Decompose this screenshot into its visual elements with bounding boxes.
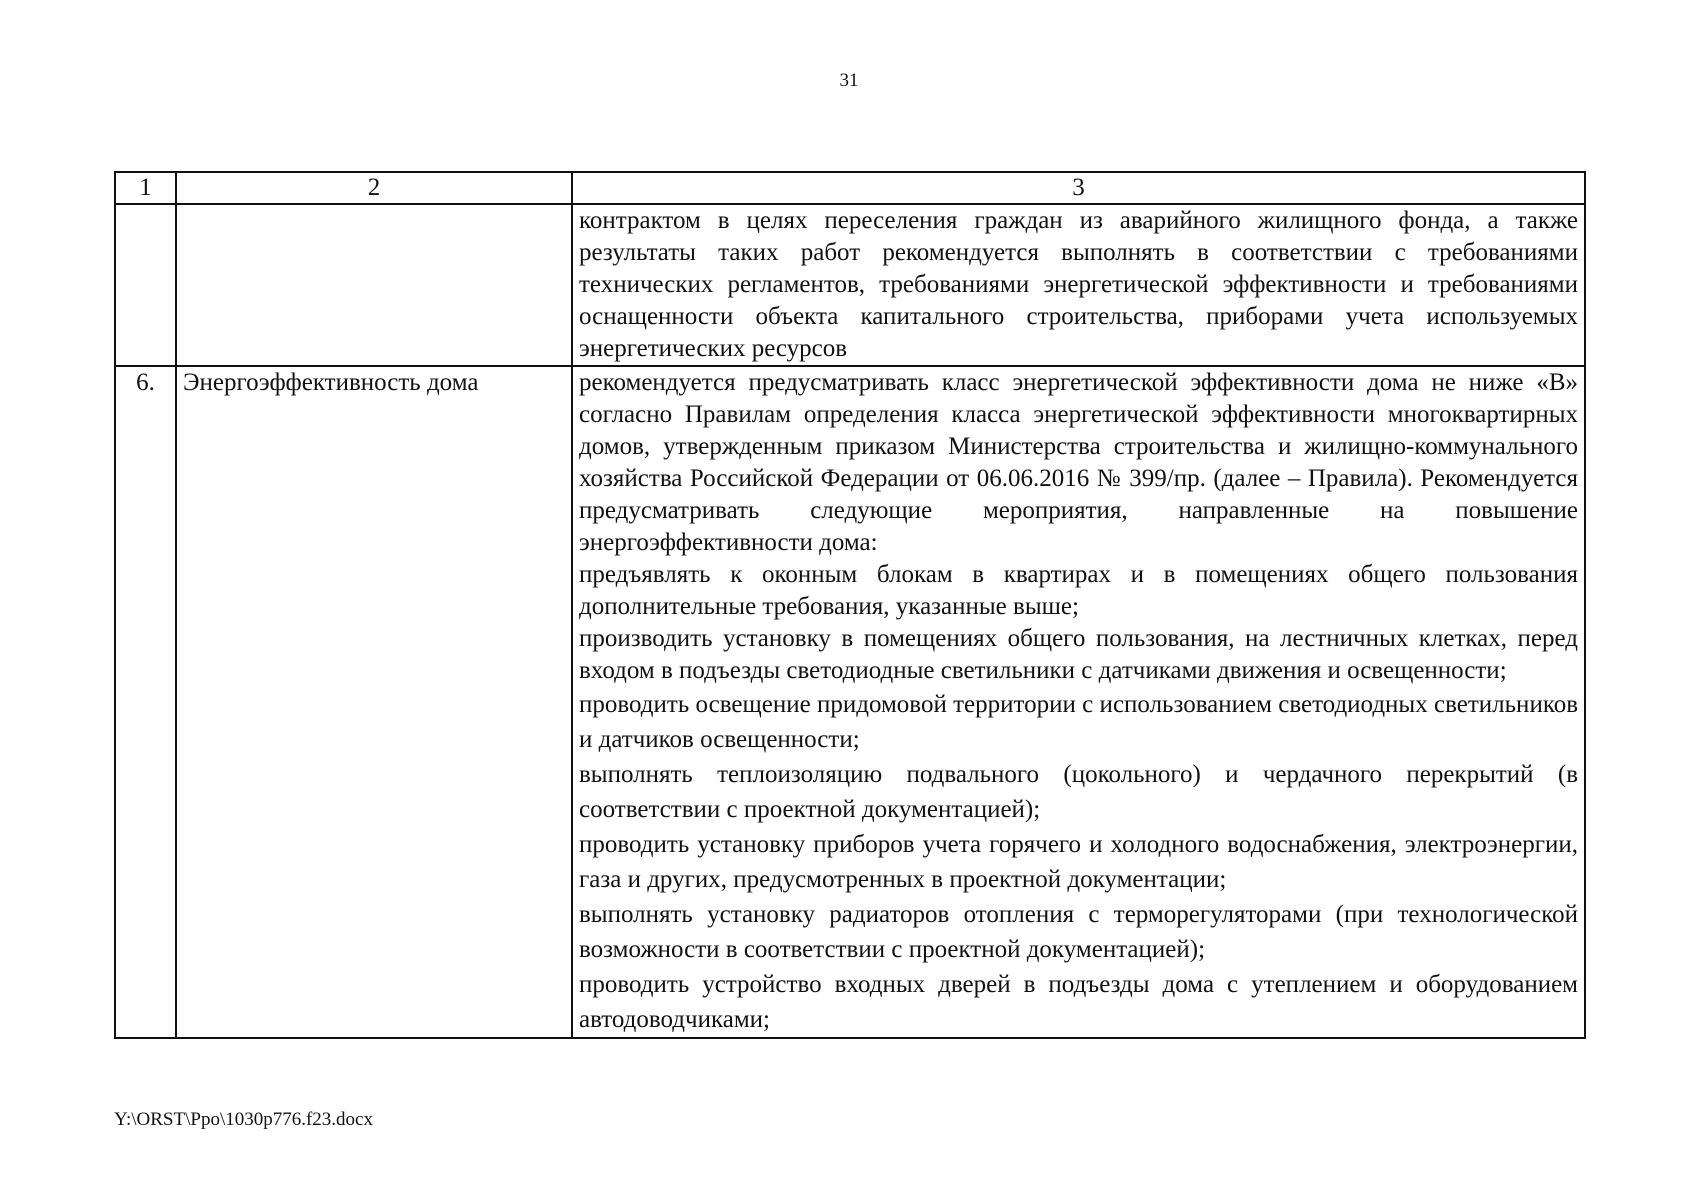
paragraph: проводить устройство входных дверей в подъезды дома с утеплением и оборудованием автодоводчиками;	[579, 971, 1578, 1033]
content-table	[114, 171, 1586, 1039]
header-col-1: 1	[115, 172, 176, 204]
paragraph: предъявлять к оконным блокам в квартирах и в помещениях общего пользования дополнительные требования, указанные выше;	[579, 561, 1578, 620]
paragraph: проводить освещение придомовой территории с использованием светодиодных светильников и датчиков освещенности;	[579, 691, 1578, 753]
header-col-2: 2	[176, 172, 572, 204]
table-row	[115, 204, 1585, 366]
paragraph: рекомендуется предусматривать класс энергетической эффективности дома не ниже «В» согласно Правилам определения класса энергетической эффективности многоквартирных домов, утвержденным приказом Министерства строительства и жилищно-коммунального хозяйства Российской Федерации от 06.06.2016 № 399/пр. (далее – Правила). Рекомендуется предусматривать следующие мероприятия, направленные на повышение энергоэффективности дома:	[579, 369, 1578, 556]
row-number: 6.	[115, 366, 176, 1038]
row-name	[176, 204, 572, 366]
row-description	[572, 366, 1585, 1038]
paragraph: проводить установку приборов учета горячего и холодного водоснабжения, электроэнергии, газа и других, предусмотренных в проектной документации;	[579, 831, 1578, 893]
footer-file-path: Y:\ORST\Ppo\1030p776.f23.docx	[114, 1109, 373, 1130]
table-row	[115, 366, 1585, 1038]
header-col-3: 3	[572, 172, 1585, 204]
row-description	[572, 204, 1585, 366]
table-header-row	[115, 172, 1585, 204]
row-name: Энергоэффективность дома	[176, 366, 572, 1038]
paragraph: выполнять теплоизоляцию подвального (цокольного) и чердачного перекрытий (в соответствии с проектной документацией);	[579, 761, 1578, 823]
paragraph: производить установку в помещениях общего пользования, на лестничных клетках, перед входом в подъезды светодиодные светильники с датчиками движения и освещенности;	[579, 625, 1578, 684]
paragraph: контрактом в целях переселения граждан из аварийного жилищного фонда, а также результаты таких работ рекомендуется выполнять в соответствии с требованиями технических регламентов, требованиями энергетической эффективности и требованиями оснащенности объекта капитального строительства, приборами учета используемых энергетических ресурсов	[579, 207, 1578, 362]
row-number	[115, 204, 176, 366]
page-number: 31	[839, 70, 859, 91]
paragraph: выполнять установку радиаторов отопления с терморегуляторами (при технологической возможности в соответствии с проектной документацией);	[579, 901, 1578, 963]
